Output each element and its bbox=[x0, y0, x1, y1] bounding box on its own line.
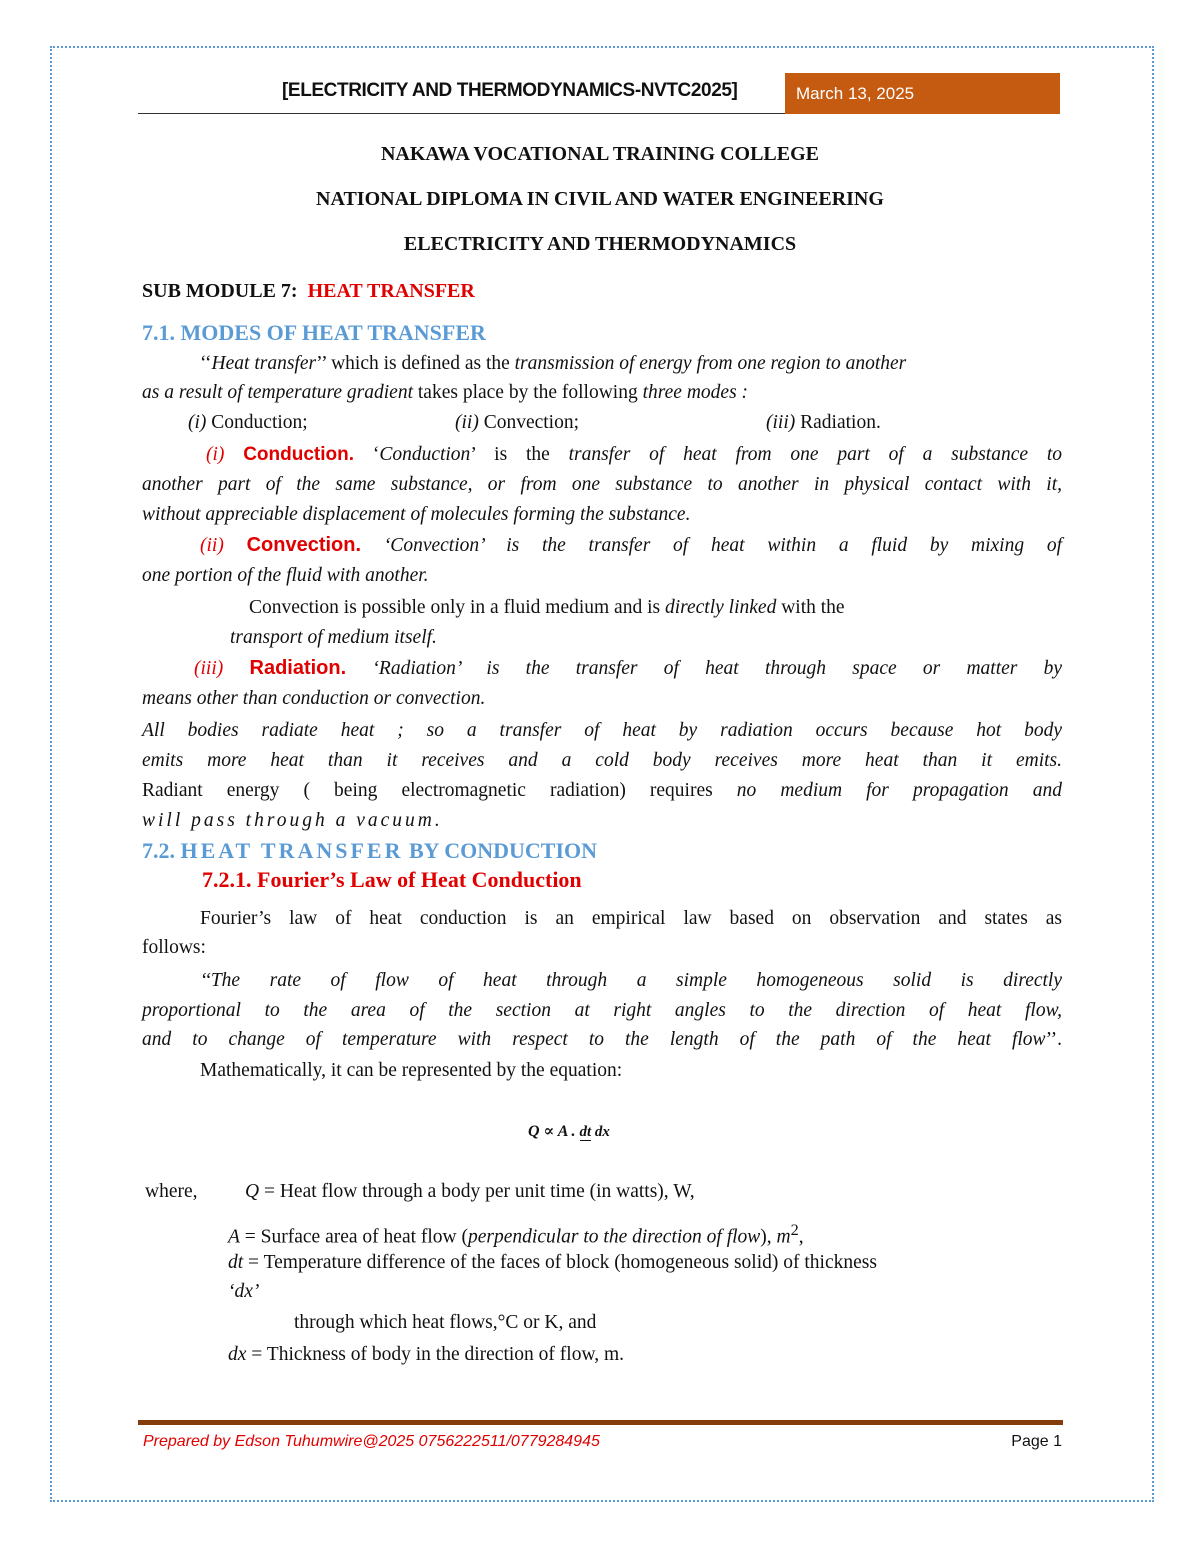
intro-line-2 bbox=[142, 378, 748, 408]
convection-note-line-2: transport of medium itself. bbox=[230, 627, 437, 648]
intro-line-1 bbox=[200, 349, 906, 379]
quote-line-2 bbox=[142, 996, 1062, 1026]
radiation-title: Radiation. bbox=[249, 657, 347, 679]
college-title: NAKAWA VOCATIONAL TRAINING COLLEGE bbox=[380, 143, 820, 165]
section-7-2-title-b: BY CONDUCTION bbox=[403, 838, 598, 863]
quote-text-3: and to change of temperature with respect to the length of the path of the heat flow bbox=[142, 1029, 1046, 1050]
radiation-def-5a: Radiant energy ( being electromagnetic radiation) requires bbox=[142, 780, 737, 801]
fourier-equation bbox=[528, 1122, 610, 1142]
convection-num: (ii) bbox=[200, 535, 224, 556]
def-dt-line-3: through which heat flows,°C or K, and bbox=[294, 1312, 597, 1333]
def-q bbox=[245, 1177, 695, 1207]
convection-line-2 bbox=[142, 561, 429, 591]
conduction-title: Conduction. bbox=[243, 444, 355, 465]
radiation-line-3 bbox=[142, 716, 1062, 746]
radiation-def-6: will pass through a vacuum. bbox=[142, 810, 443, 831]
equation-lhs: Q ∝ A . bbox=[528, 1123, 576, 1140]
def-dx-symbol: dx bbox=[228, 1344, 247, 1365]
radiation-num: (iii) bbox=[194, 658, 224, 679]
def-a bbox=[228, 1216, 804, 1252]
quote-end: ’’. bbox=[1045, 1029, 1062, 1050]
mode-2-num: (ii) bbox=[455, 412, 479, 433]
mode-1 bbox=[188, 408, 308, 438]
mode-2-label: Convection; bbox=[478, 412, 580, 433]
submodule-topic: HEAT TRANSFER bbox=[307, 280, 475, 302]
footer-page: Page 1 bbox=[1011, 1433, 1062, 1450]
conduction-num: (i) bbox=[206, 444, 225, 465]
intro-tail: takes place by the following bbox=[413, 382, 643, 403]
section-7-2-title-a: HEAT TRANSFER bbox=[180, 838, 404, 863]
conduction-line-3 bbox=[142, 500, 690, 530]
where-label: where, bbox=[145, 1181, 198, 1202]
section-7-2-heading bbox=[142, 838, 597, 864]
def-a-unit: m bbox=[776, 1226, 791, 1248]
def-a-text-2: ), bbox=[760, 1226, 777, 1248]
mode-2 bbox=[455, 408, 579, 438]
intro-mid: which is defined as the bbox=[326, 353, 515, 374]
equation-numerator: dt bbox=[579, 1124, 592, 1141]
conduction-q2: ’ bbox=[470, 444, 476, 465]
def-a-exponent: 2 bbox=[790, 1221, 799, 1239]
diploma-title: NATIONAL DIPLOMA IN CIVIL AND WATER ENGINEERING bbox=[316, 188, 884, 210]
mode-3 bbox=[766, 408, 881, 438]
section-7-2-num: 7.2. bbox=[142, 838, 175, 863]
conduction-q1: ‘ bbox=[372, 444, 380, 465]
convection-def-2: one portion of the fluid with another. bbox=[142, 565, 429, 586]
quote-line-3 bbox=[142, 1025, 1062, 1055]
header-rule bbox=[138, 113, 785, 114]
def-a-italic: perpendicular to the direction of flow bbox=[468, 1226, 761, 1248]
def-dx bbox=[228, 1340, 624, 1370]
convection-note-c: with the bbox=[776, 597, 845, 618]
conduction-def-2: another part of the same substance, or from one substance to another in physical contact with it, bbox=[142, 474, 1062, 495]
conduction-def-1: transfer of heat from one part of a substance to bbox=[568, 444, 1062, 465]
conduction-term: Conduction bbox=[379, 444, 471, 465]
intro-def-2: as a result of temperature gradient bbox=[142, 382, 413, 403]
def-dt-text: = Temperature difference of the faces of block (homogeneous solid) of thickness bbox=[243, 1252, 877, 1273]
fourier-para-1: Fourier’s law of heat conduction is an empirical law based on observation and states as bbox=[200, 908, 1062, 929]
radiation-line-1 bbox=[194, 654, 1062, 684]
def-dt-cont bbox=[228, 1277, 259, 1307]
def-dx-text: = Thickness of body in the direction of flow, m. bbox=[246, 1344, 625, 1365]
convection-note-b: directly linked bbox=[664, 597, 777, 618]
conduction-def-3: without appreciable displacement of molecules forming the substance. bbox=[142, 504, 691, 525]
section-7-1-heading: 7.1. MODES OF HEAT TRANSFER bbox=[142, 320, 486, 345]
def-q-symbol: Q bbox=[245, 1181, 260, 1202]
fourier-para-2: follows: bbox=[142, 937, 206, 958]
radiation-line-4 bbox=[142, 746, 1062, 776]
convection-title: Convection. bbox=[246, 534, 362, 556]
radiation-def-2: means other than conduction or convection. bbox=[142, 688, 486, 709]
quote-close: ’’ bbox=[316, 353, 327, 374]
mode-3-label: Radiation. bbox=[795, 412, 881, 433]
convection-note-1 bbox=[249, 593, 845, 623]
radiation-line-5 bbox=[142, 776, 1062, 806]
quote-text-2: proportional to the area of the section at right angles to the direction of heat flow, bbox=[142, 1000, 1062, 1021]
header-title: [ELECTRICITY AND THERMODYNAMICS-NVTC2025] bbox=[282, 80, 738, 101]
header-date: March 13, 2025 bbox=[785, 73, 1060, 114]
def-dt-symbol: dt bbox=[228, 1252, 244, 1273]
radiation-line-2 bbox=[142, 684, 485, 714]
radiation-def-1: ‘Radiation’ is the transfer of heat through space or matter by bbox=[372, 658, 1063, 679]
convection-note-a: Convection is possible only in a fluid medium and is bbox=[249, 597, 665, 618]
convection-note-2 bbox=[230, 623, 437, 653]
intro-term: Heat transfer bbox=[211, 353, 317, 374]
conduction-line-1 bbox=[206, 440, 1062, 470]
radiation-line-6 bbox=[142, 806, 443, 836]
def-dt bbox=[228, 1248, 877, 1278]
footer-author: Prepared by Edson Tuhumwire@2025 0756222511/0779284945 bbox=[143, 1433, 600, 1450]
quote-text-1: ‘‘The rate of flow of heat through a simple homogeneous solid is directly bbox=[200, 970, 1062, 991]
radiation-def-5b: no medium for propagation and bbox=[736, 780, 1062, 801]
def-a-symbol: A bbox=[228, 1226, 240, 1248]
footer-rule bbox=[138, 1420, 1063, 1425]
intro-def: transmission of energy from one region to another bbox=[514, 353, 907, 374]
mode-3-num: (iii) bbox=[766, 412, 796, 433]
def-q-text: = Heat flow through a body per unit time (in watts), W, bbox=[259, 1181, 695, 1202]
convection-def-1: ‘Convection’ is the transfer of heat within a fluid by mixing of bbox=[383, 535, 1063, 556]
intro-three-modes: three modes : bbox=[642, 382, 749, 403]
convection-line-1 bbox=[200, 531, 1062, 561]
equation-fraction bbox=[580, 1122, 610, 1142]
quote-line-1 bbox=[200, 966, 1062, 996]
conduction-is: is the bbox=[475, 444, 569, 465]
mode-1-label: Conduction; bbox=[206, 412, 308, 433]
equation-denominator: dx bbox=[594, 1124, 610, 1141]
conduction-line-2 bbox=[142, 470, 1062, 500]
radiation-def-3: All bodies radiate heat ; so a transfer of heat by radiation occurs because hot body bbox=[142, 720, 1062, 741]
mode-1-num: (i) bbox=[188, 412, 207, 433]
math-intro: Mathematically, it can be represented by the equation: bbox=[200, 1060, 623, 1081]
def-a-end: , bbox=[798, 1226, 804, 1248]
radiation-def-4: emits more heat than it receives and a cold body receives more heat than it emits. bbox=[142, 750, 1062, 771]
submodule-label: SUB MODULE 7: bbox=[142, 280, 298, 302]
course-title: ELECTRICITY AND THERMODYNAMICS bbox=[403, 233, 797, 255]
quote-open: ‘‘ bbox=[200, 353, 212, 374]
section-7-2-1-heading: 7.2.1. Fourier’s Law of Heat Conduction bbox=[202, 867, 582, 892]
def-a-text: = Surface area of heat flow ( bbox=[239, 1226, 469, 1248]
submodule-heading bbox=[142, 277, 475, 307]
def-dt-dx: ‘dx’ bbox=[228, 1281, 260, 1302]
